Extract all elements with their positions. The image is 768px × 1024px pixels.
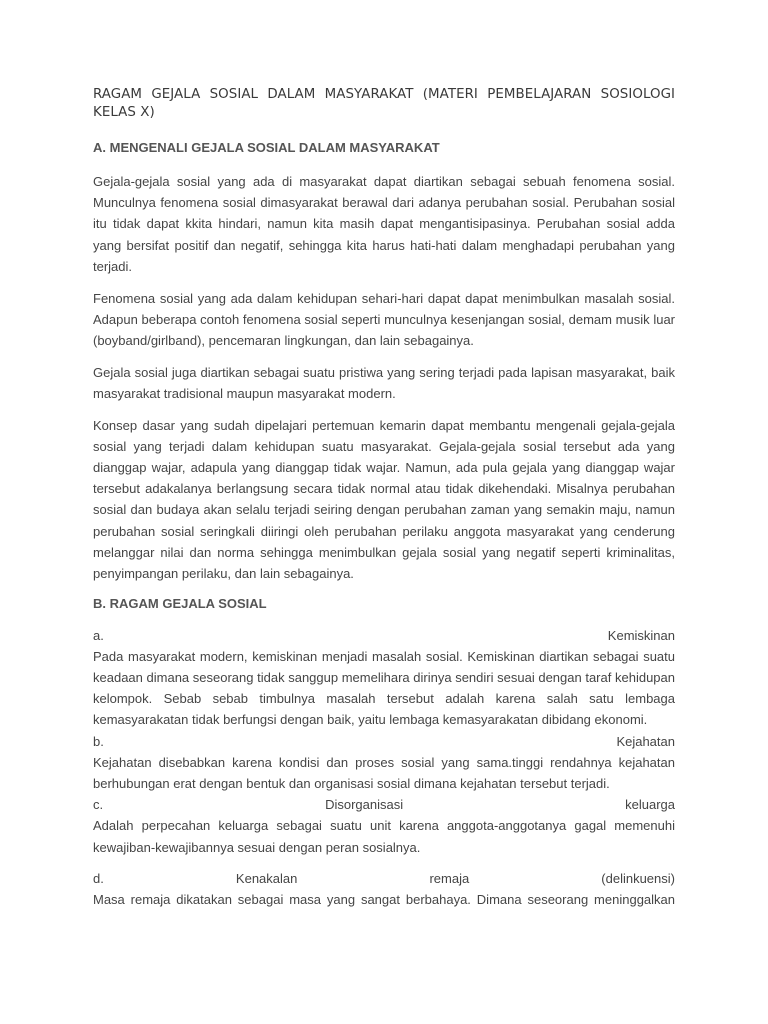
paragraph: Konsep dasar yang sudah dipelajari pertemuan kemarin dapat membantu mengenali gejala-gejala sosial yang terjadi dalam kehidupan suatu masyarakat. Gejala-gejala sosial tersebut ada yang dianggap wajar, adapula yang dianggap tidak wajar. Namun, ada pula gejala yang dianggap wajar tersebut adakalanya berlangsung secara tidak normal atau tidak dikehendaki. Misalnya perubahan sosial dan budaya akan selalu terjadi seiring dengan perubahan zaman yang semakin maju, namun perubahan sosial seringkali diiringi oleh perubahan perilaku anggota masyarakat yang cenderung melanggar nilai dan norma sehingga menimbulkan gejala sosial yang negatif seperti kriminalitas, penyimpangan perilaku, dan lain sebagainya. [93, 417, 675, 581]
list-item [93, 625, 675, 731]
list-item-header [93, 868, 675, 889]
list-item [93, 731, 675, 795]
list-item-text: Pada masyarakat modern, kemiskinan menjadi masalah sosial. Kemiskinan diartikan sebagai suatu keadaan dimana seseorang tidak sanggup memelihara dirinya sendiri sesuai dengan taraf kehidupan kelompok. Sebab sebab timbulnya masalah tersebut adalah karena salah satu lembaga kemasyarakatan tidak berfungsi dengan baik, yaitu lembaga kemasyarakatan dibidang ekonomi. [93, 648, 675, 728]
list-item-marker: c. [93, 797, 104, 813]
list-item-title-word: (delinkuensi) [601, 870, 675, 886]
list-item-title-word: Disorganisasi [325, 797, 404, 813]
document-page [93, 86, 675, 910]
paragraph: Fenomena sosial yang ada dalam kehidupan sehari-hari dapat dapat menimbulkan masalah sosial. Adapun beberapa contoh fenomena sosial seperti munculnya kesenjangan sosial, demam musik luar (boyband/girlband), pencemaran lingkungan, dan lain sebagainya. [93, 290, 675, 348]
list-item-header [93, 625, 675, 646]
section-b [93, 595, 675, 911]
list-item [93, 794, 675, 858]
list-item-header [93, 731, 675, 752]
list-item-text: Adalah perpecahan keluarga sebagai suatu unit karena anggota-anggotanya gagal memenuhi kewajiban-kewajibannya sesuai dengan peran sosialnya. [93, 818, 675, 855]
list-item-title-word: Kenakalan [235, 870, 298, 886]
list-item-title: Kejahatan [616, 733, 675, 749]
section-a-heading: A. MENGENALI GEJALA SOSIAL DALAM MASYARAKAT [93, 140, 440, 155]
section-a [93, 139, 675, 584]
gejala-list [93, 625, 675, 911]
paragraph: Gejala-gejala sosial yang ada di masyarakat dapat diartikan sebagai sebuah fenomena sosial. Munculnya fenomena sosial dimasyarakat berawal dari adanya perubahan sosial. Perubahan sosial itu tidak dapat kkita hindari, namun kita masih dapat mengantisipasinya. Perubahan sosial adda yang bersifat positif dan negatif, sehingga kita harus hati-hati dalam menghadapi perubahan yang terjadi. [93, 174, 675, 274]
document-title: RAGAM GEJALA SOSIAL DALAM MASYARAKAT (MATERI PEMBELAJARAN SOSIOLOGI KELAS X) [93, 87, 675, 120]
list-item-title: Kemiskinan [607, 627, 675, 643]
paragraph: Gejala sosial juga diartikan sebagai suatu pristiwa yang sering terjadi pada lapisan masyarakat, baik masyarakat tradisional maupun masyarakat modern. [93, 364, 675, 401]
list-item [93, 868, 675, 910]
section-b-heading: B. RAGAM GEJALA SOSIAL [93, 595, 267, 611]
list-item-marker: b. [93, 733, 104, 749]
list-item-text: Kejahatan disebabkan karena kondisi dan proses sosial yang sama.tinggi rendahnya kejahatan berhubungan erat dengan bentuk dan organisasi sosial dimana kejahatan tersebut terjadi. [93, 754, 675, 792]
list-item-title-word: keluarga [625, 797, 675, 813]
list-item-title-word: remaja [429, 870, 470, 886]
list-item-header [93, 794, 675, 815]
list-item-marker: a. [93, 627, 104, 643]
list-item-text: Masa remaja dikatakan sebagai masa yang sangat berbahaya. Dimana seseorang meninggalkan [93, 892, 675, 908]
list-item-marker: d. [93, 870, 104, 886]
